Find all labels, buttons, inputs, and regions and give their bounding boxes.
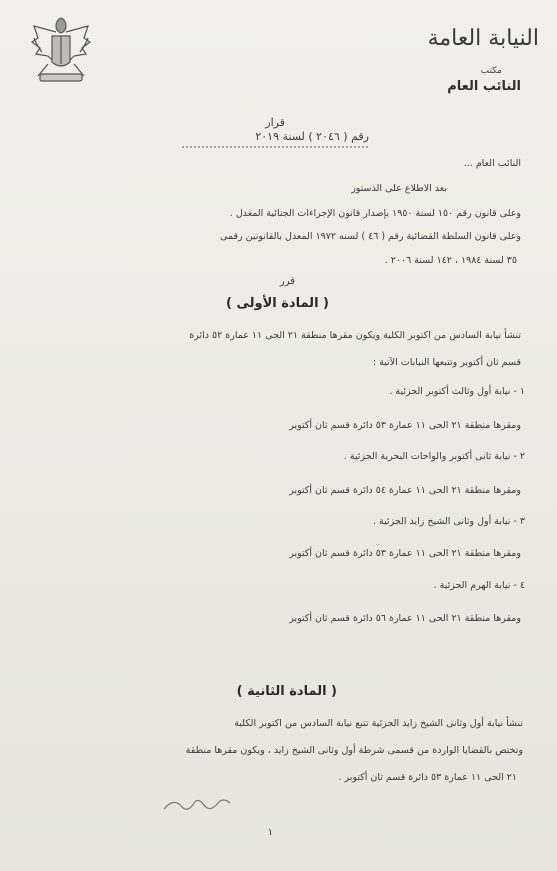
page-number: ١ bbox=[267, 827, 273, 838]
article-1-intro-1: تنشأ نيابة السادس من اكتوبر الكلية ويكون مقرها منطقة ٢١ الحى ١١ عمارة ٥٢ دائرة bbox=[189, 330, 521, 341]
preamble-line-3: وعلى قانون السلطة القضائية رقم ( ٤٦ ) لسنه ١٩٧٢ المعدل بالقانونين رقمى bbox=[220, 231, 521, 242]
preamble-line-1: بعد الاطلاع على الدستور bbox=[351, 183, 447, 194]
item-2-name: ٢ - نيابة ثانى أكتوبر والواحات البحرية الجزئية . bbox=[343, 451, 525, 462]
decided-label: قرر bbox=[279, 276, 295, 287]
addressee: النائب العام ... bbox=[463, 158, 521, 169]
article-2-line-1: تنشأ نيابة أول وثانى الشيخ زايد الجزئية تتبع نيابة السادس من اكتوبر الكلية bbox=[234, 718, 523, 729]
eagle-emblem-icon bbox=[28, 12, 94, 92]
authority-title: النيابة العامة bbox=[427, 26, 539, 51]
decision-number: رقم ( ٢٠٤٦ ) لسنة ٢٠١٩ bbox=[255, 130, 369, 143]
article-2-line-2: وتختص بالقضايا الواردة من قسمى شرطة أول وثانى الشيخ زايد ، ويكون مقرها منطقة bbox=[185, 745, 523, 756]
article-2-line-3: ٢١ الحى ١١ عمارة ٥٣ دائرة قسم ثان أكتوبر . bbox=[338, 772, 517, 783]
article-2-heading: ( المادة الثانية ) bbox=[236, 684, 337, 699]
office-label: مكتب bbox=[480, 66, 502, 76]
article-1-intro-2: قسم ثان أكتوبر وتتبعها النيابات الآتية : bbox=[372, 357, 521, 368]
item-4-location: ومقرها منطقة ٢١ الحى ١١ عمارة ٥٦ دائرة قسم ثان أكتوبر bbox=[289, 613, 521, 624]
article-1-heading: ( المادة الأولى ) bbox=[226, 296, 329, 311]
item-1-name: ١ - نيابة أول وثالث أكتوبر الجزئية . bbox=[389, 386, 525, 397]
item-3-name: ٣ - نيابة أول وثانى الشيخ زايد الجزئية . bbox=[372, 516, 525, 527]
preamble-line-4: ٣٥ لسنة ١٩٨٤ ، ١٤٢ لسنة ٢٠٠٦ . bbox=[384, 255, 517, 266]
item-1-location: ومقرها منطقة ٢١ الحى ١١ عمارة ٥٣ دائرة قسم ثان أكتوبر bbox=[289, 420, 521, 431]
item-3-location: ومقرها منطقة ٢١ الحى ١١ عمارة ٥٣ دائرة قسم ثان أكتوبر bbox=[289, 548, 521, 559]
title-underline bbox=[180, 144, 370, 150]
signature-mark bbox=[162, 793, 232, 817]
preamble-line-2: وعلى قانون رقم ١٥٠ لسنة ١٩٥٠ بإصدار قانون الإجراءات الجنائية المعدل . bbox=[229, 208, 521, 219]
decision-title: قرار bbox=[265, 116, 285, 129]
office-name: النائب العام bbox=[447, 79, 521, 94]
item-4-name: ٤ - نيابة الهرم الجزئية . bbox=[433, 580, 525, 591]
item-2-location: ومقرها منطقة ٢١ الحى ١١ عمارة ٥٤ دائرة قسم ثان أكتوبر bbox=[289, 485, 521, 496]
